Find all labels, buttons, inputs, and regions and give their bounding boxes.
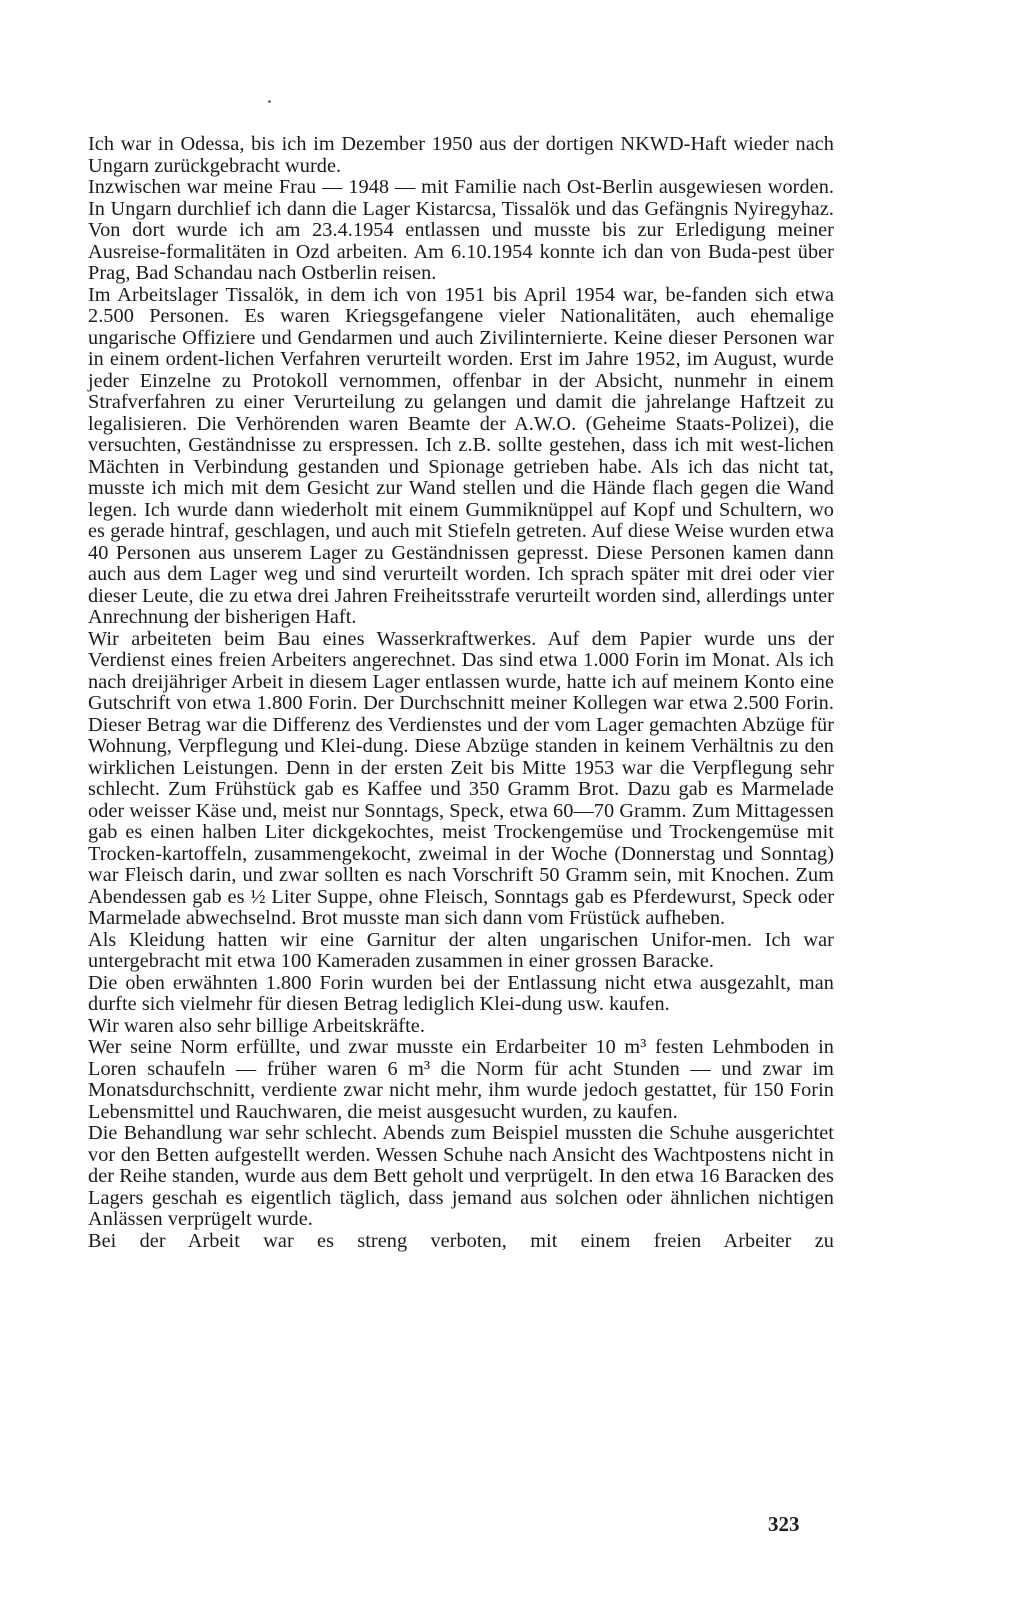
paragraph-odessa: Ich war in Odessa, bis ich im Dezember 1950 aus der dortigen NKWD-Haft wieder nach Ungarn zurückgebracht wurde. bbox=[88, 133, 834, 177]
paragraph-norm: Wer seine Norm erfüllte, und zwar musste ein Erdarbeiter 10 m³ festen Lehmboden in Loren schaufeln — früher waren 6 m³ die Norm für acht Stunden — und zwar im Monatsdurchschnitt, verdiente zwar nicht mehr, ihm wurde jedoch gestattet, für 150 Forin Lebensmittel und Rauchwaren, die meist ausgesucht wurden, zu kaufen. bbox=[88, 1036, 834, 1123]
paragraph-arbeitslager: Im Arbeitslager Tissalök, in dem ich von 1951 bis April 1954 war, be-fanden sich etwa 2.500 Personen. Es waren Kriegsgefangene vieler Nationalitäten, auch ehemalige ungarische Offiziere und Gendarmen und auch Zivilinternierte. Keine dieser Personen war in einem ordent-lichen Verfahren verurteilt worden. Erst im Jahre 1952, im August, wurde jeder Einzelne zu Protokoll vernommen, offenbar in der Absicht, nunmehr in einem Strafverfahren zu einer Verurteilung zu gelangen und damit die jahrelange Haftzeit zu legalisieren. Die Verhörenden waren Beamte der A.W.O. (Geheime Staats-Polizei), die versuchten, Geständnisse zu erspressen. Ich z.B. sollte gestehen, dass ich mit west-lichen Mächten in Verbindung gestanden und Spionage getrieben habe. Als ich das nicht tat, musste ich mich mit dem Gesicht zur Wand stellen und die Hände flach gegen die Wand legen. Ich wurde dann wiederholt mit einem Gummiknüppel auf Kopf und Schultern, wo es gerade hintraf, geschlagen, und auch mit Stiefeln getreten. Auf diese Weise wurden etwa 40 Personen aus unserem Lager zu Geständnissen gepresst. Diese Personen kamen dann auch aus dem Lager weg und sind verurteilt worden. Ich sprach später mit drei oder vier dieser Leute, die zu etwa drei Jahren Freiheitsstrafe verurteilt worden sind, allerdings unter Anrechnung der bisherigen Haft. bbox=[88, 283, 834, 628]
page-number: 323 bbox=[768, 1512, 800, 1536]
paragraph-arbeitskraefte: Wir waren also sehr billige Arbeitskräfte. bbox=[88, 1014, 425, 1037]
paragraph-arbeit: Bei der Arbeit war es streng verboten, mit einem freien Arbeiter zu bbox=[88, 1229, 834, 1252]
paragraph-kleidung: Als Kleidung hatten wir eine Garnitur der alten ungarischen Unifor-men. Ich war untergebracht mit etwa 100 Kameraden zusammen in einer grossen Baracke. bbox=[88, 928, 834, 972]
body-text bbox=[88, 134, 834, 1252]
print-speck bbox=[268, 100, 271, 103]
paragraph-entlassung: Die oben erwähnten 1.800 Forin wurden bei der Entlassung nicht etwa ausgezahlt, man durfte sich vielmehr für diesen Betrag lediglich Klei-dung usw. kaufen. bbox=[88, 971, 834, 1015]
paragraph-ost-berlin: Inzwischen war meine Frau — 1948 — mit Familie nach Ost-Berlin ausgewiesen worden. In Ungarn durchlief ich dann die Lager Kistarcsa, Tissalök und das Gefängnis Nyiregyhaz. Von dort wurde ich am 23.4.1954 entlassen und musste bis zur Erledigung meiner Ausreise-formalitäten in Ozd arbeiten. Am 6.10.1954 konnte ich dan von Buda-pest über Prag, Bad Schandau nach Ostberlin reisen. bbox=[88, 176, 834, 284]
paragraph-wasserkraftwerk: Wir arbeiteten beim Bau eines Wasserkraftwerkes. Auf dem Papier wurde uns der Verdienst eines freien Arbeiters angerechnet. Das sind etwa 1.000 Forin im Monat. Als ich nach dreijähriger Arbeit in diesem Lager entlassen wurde, hatte ich auf meinem Konto eine Gutschrift von etwa 1.800 Forin. Der Durchschnitt meiner Kollegen war etwa 2.500 Forin. Dieser Betrag war die Differenz des Verdienstes und der vom Lager gemachten Abzüge für Wohnung, Verpflegung und Klei-dung. Diese Abzüge standen in keinem Verhältnis zu den wirklichen Leistungen. Denn in der ersten Zeit bis Mitte 1953 war die Verpflegung sehr schlecht. Zum Frühstück gab es Kaffee und 350 Gramm Brot. Dazu gab es Marmelade oder weisser Käse und, meist nur Sonntags, Speck, etwa 60—70 Gramm. Zum Mittagessen gab es einen halben Liter dickgekochtes, meist Trockengemüse und Trockengemüse mit Trocken-kartoffeln, zusammengekocht, zweimal in der Woche (Donnerstag und Sonntag) war Fleisch darin, und zwar sollten es nach Vorschrift 50 Gramm sein, mit Knochen. Zum Abendessen gab es ½ Liter Suppe, ohne Fleisch, Sonntags gab es Pferdewurst, Speck oder Marmelade abwechselnd. Brot musste man sich dann vom Früstück aufheben. bbox=[88, 627, 834, 929]
paragraph-behandlung: Die Behandlung war sehr schlecht. Abends zum Beispiel mussten die Schuhe ausgerichtet vor den Betten aufgestellt werden. Wessen Schuhe nach Ansicht des Wachtpostens nicht in der Reihe standen, wurde aus dem Bett geholt und verprügelt. In den etwa 16 Baracken des Lagers geschah es eigentlich täglich, dass jemand aus solchen oder ähnlichen nichtigen Anlässen verprügelt wurde. bbox=[88, 1122, 834, 1230]
